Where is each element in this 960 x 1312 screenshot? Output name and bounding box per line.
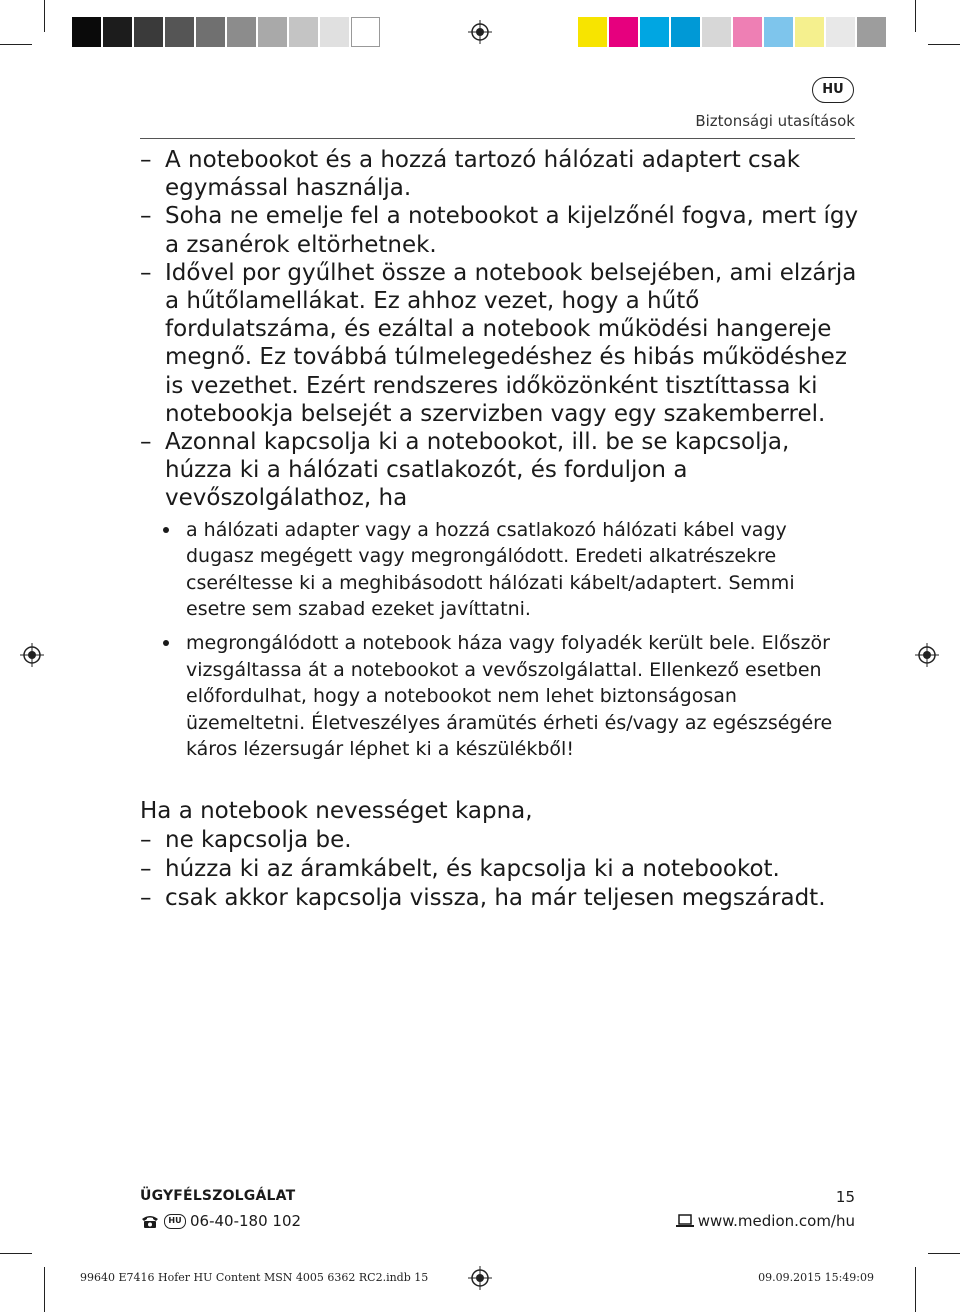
crop-mark bbox=[915, 1267, 916, 1312]
phone-icon bbox=[140, 1214, 160, 1229]
color-bar-left bbox=[72, 17, 382, 47]
color-swatch bbox=[72, 17, 101, 47]
header-divider bbox=[140, 138, 855, 139]
wet-lead-text: Ha a notebook nevességet kapna, bbox=[140, 797, 533, 824]
registration-mark-icon bbox=[915, 643, 939, 667]
color-swatch bbox=[289, 17, 318, 47]
color-swatch bbox=[671, 17, 700, 47]
crop-mark bbox=[928, 44, 960, 45]
crop-mark bbox=[44, 0, 45, 32]
wet-step: – húzza ki az áramkábelt, és kapcsolja ki a notebookot. bbox=[140, 855, 860, 884]
page-content bbox=[140, 146, 860, 913]
print-slug-timestamp: 09.09.2015 15:49:09 bbox=[758, 1271, 874, 1284]
color-swatch bbox=[795, 17, 824, 47]
registration-mark-icon bbox=[468, 20, 492, 44]
phone-number: 06-40-180 102 bbox=[190, 1212, 302, 1230]
laptop-icon bbox=[676, 1214, 694, 1228]
color-swatch bbox=[702, 17, 731, 47]
color-swatch bbox=[826, 17, 855, 47]
color-swatch bbox=[733, 17, 762, 47]
crop-mark bbox=[928, 1253, 960, 1254]
color-swatch bbox=[640, 17, 669, 47]
wet-step: – ne kapcsolja be. bbox=[140, 826, 860, 855]
registration-mark-icon bbox=[20, 643, 44, 667]
condition-list bbox=[161, 517, 860, 763]
color-swatch bbox=[103, 17, 132, 47]
color-swatch bbox=[320, 17, 349, 47]
color-swatch bbox=[351, 17, 380, 47]
crop-mark bbox=[0, 44, 32, 45]
phone-country-badge: HU bbox=[164, 1214, 186, 1229]
warning-item: – A notebookot és a hozzá tartozó hálózati adaptert csak egymással használja. bbox=[140, 146, 860, 202]
wet-step: – csak akkor kapcsolja vissza, ha már teljesen megszáradt. bbox=[140, 884, 860, 913]
warning-item: – Idővel por gyűlhet össze a notebook belsejében, ami elzárja a hűtőlamellákat. Ez ahhoz vezet, hogy a hűtő fordulatszáma, és ezáltal a notebook működési hangereje megnő. Ez továbbá túlmelegedéshez és hibás működéshez is vezethet. Ezért rendszeres időközönként tisztíttassa ki notebookja belsejét a szervizben vagy egy szakemberrel. bbox=[140, 259, 860, 428]
color-swatch bbox=[227, 17, 256, 47]
color-swatch bbox=[196, 17, 225, 47]
print-slug-file: 99640 E7416 Hofer HU Content MSN 4005 6362 RC2.indb 15 bbox=[80, 1271, 429, 1284]
color-swatch bbox=[165, 17, 194, 47]
color-swatch bbox=[609, 17, 638, 47]
footer-title: ÜGYFÉLSZOLGÁLAT bbox=[140, 1188, 296, 1204]
language-badge: HU bbox=[812, 77, 854, 103]
crop-mark bbox=[44, 1267, 45, 1312]
page-number: 15 bbox=[835, 1188, 855, 1206]
color-swatch bbox=[258, 17, 287, 47]
hotline bbox=[140, 1212, 301, 1230]
warning-item: – Azonnal kapcsolja ki a notebookot, ill. be se kapcsolja, húzza ki a hálózati csatlakozót, és forduljon a vevőszolgálathoz, ha bbox=[140, 428, 860, 513]
color-swatch bbox=[857, 17, 886, 47]
color-swatch bbox=[764, 17, 793, 47]
website bbox=[676, 1212, 855, 1230]
color-swatch bbox=[134, 17, 163, 47]
warning-item: – Soha ne emelje fel a notebookot a kijelzőnél fogva, mert így a zsanérok eltörhetnek. bbox=[140, 202, 860, 258]
section-title: Biztonsági utasítások bbox=[695, 112, 855, 130]
color-bar-right bbox=[578, 17, 888, 47]
crop-mark bbox=[915, 0, 916, 32]
crop-mark bbox=[0, 1253, 32, 1254]
registration-mark-icon bbox=[468, 1266, 492, 1290]
color-swatch bbox=[578, 17, 607, 47]
website-url: www.medion.com/hu bbox=[697, 1212, 855, 1230]
condition-item: megrongálódott a notebook háza vagy folyadék került bele. Először vizsgáltassa át a notebookot a vevőszolgálattal. Ellenkező esetben előfordulhat, hogy a notebookot nem lehet biztonságosan üzemeltetni. Életveszélyes áramütés érheti és/vagy az egészségére káros lézersugár léphet ki a készülékből! bbox=[161, 630, 860, 763]
condition-item: a hálózati adapter vagy a hozzá csatlakozó hálózati kábel vagy dugasz megégett vagy megrongálódott. Eredeti alkatrészekre cseréltesse ki a meghibásodott hálózati kábelt/adaptert. Semmi esetre sem szabad ezeket javíttatni. bbox=[161, 517, 860, 623]
